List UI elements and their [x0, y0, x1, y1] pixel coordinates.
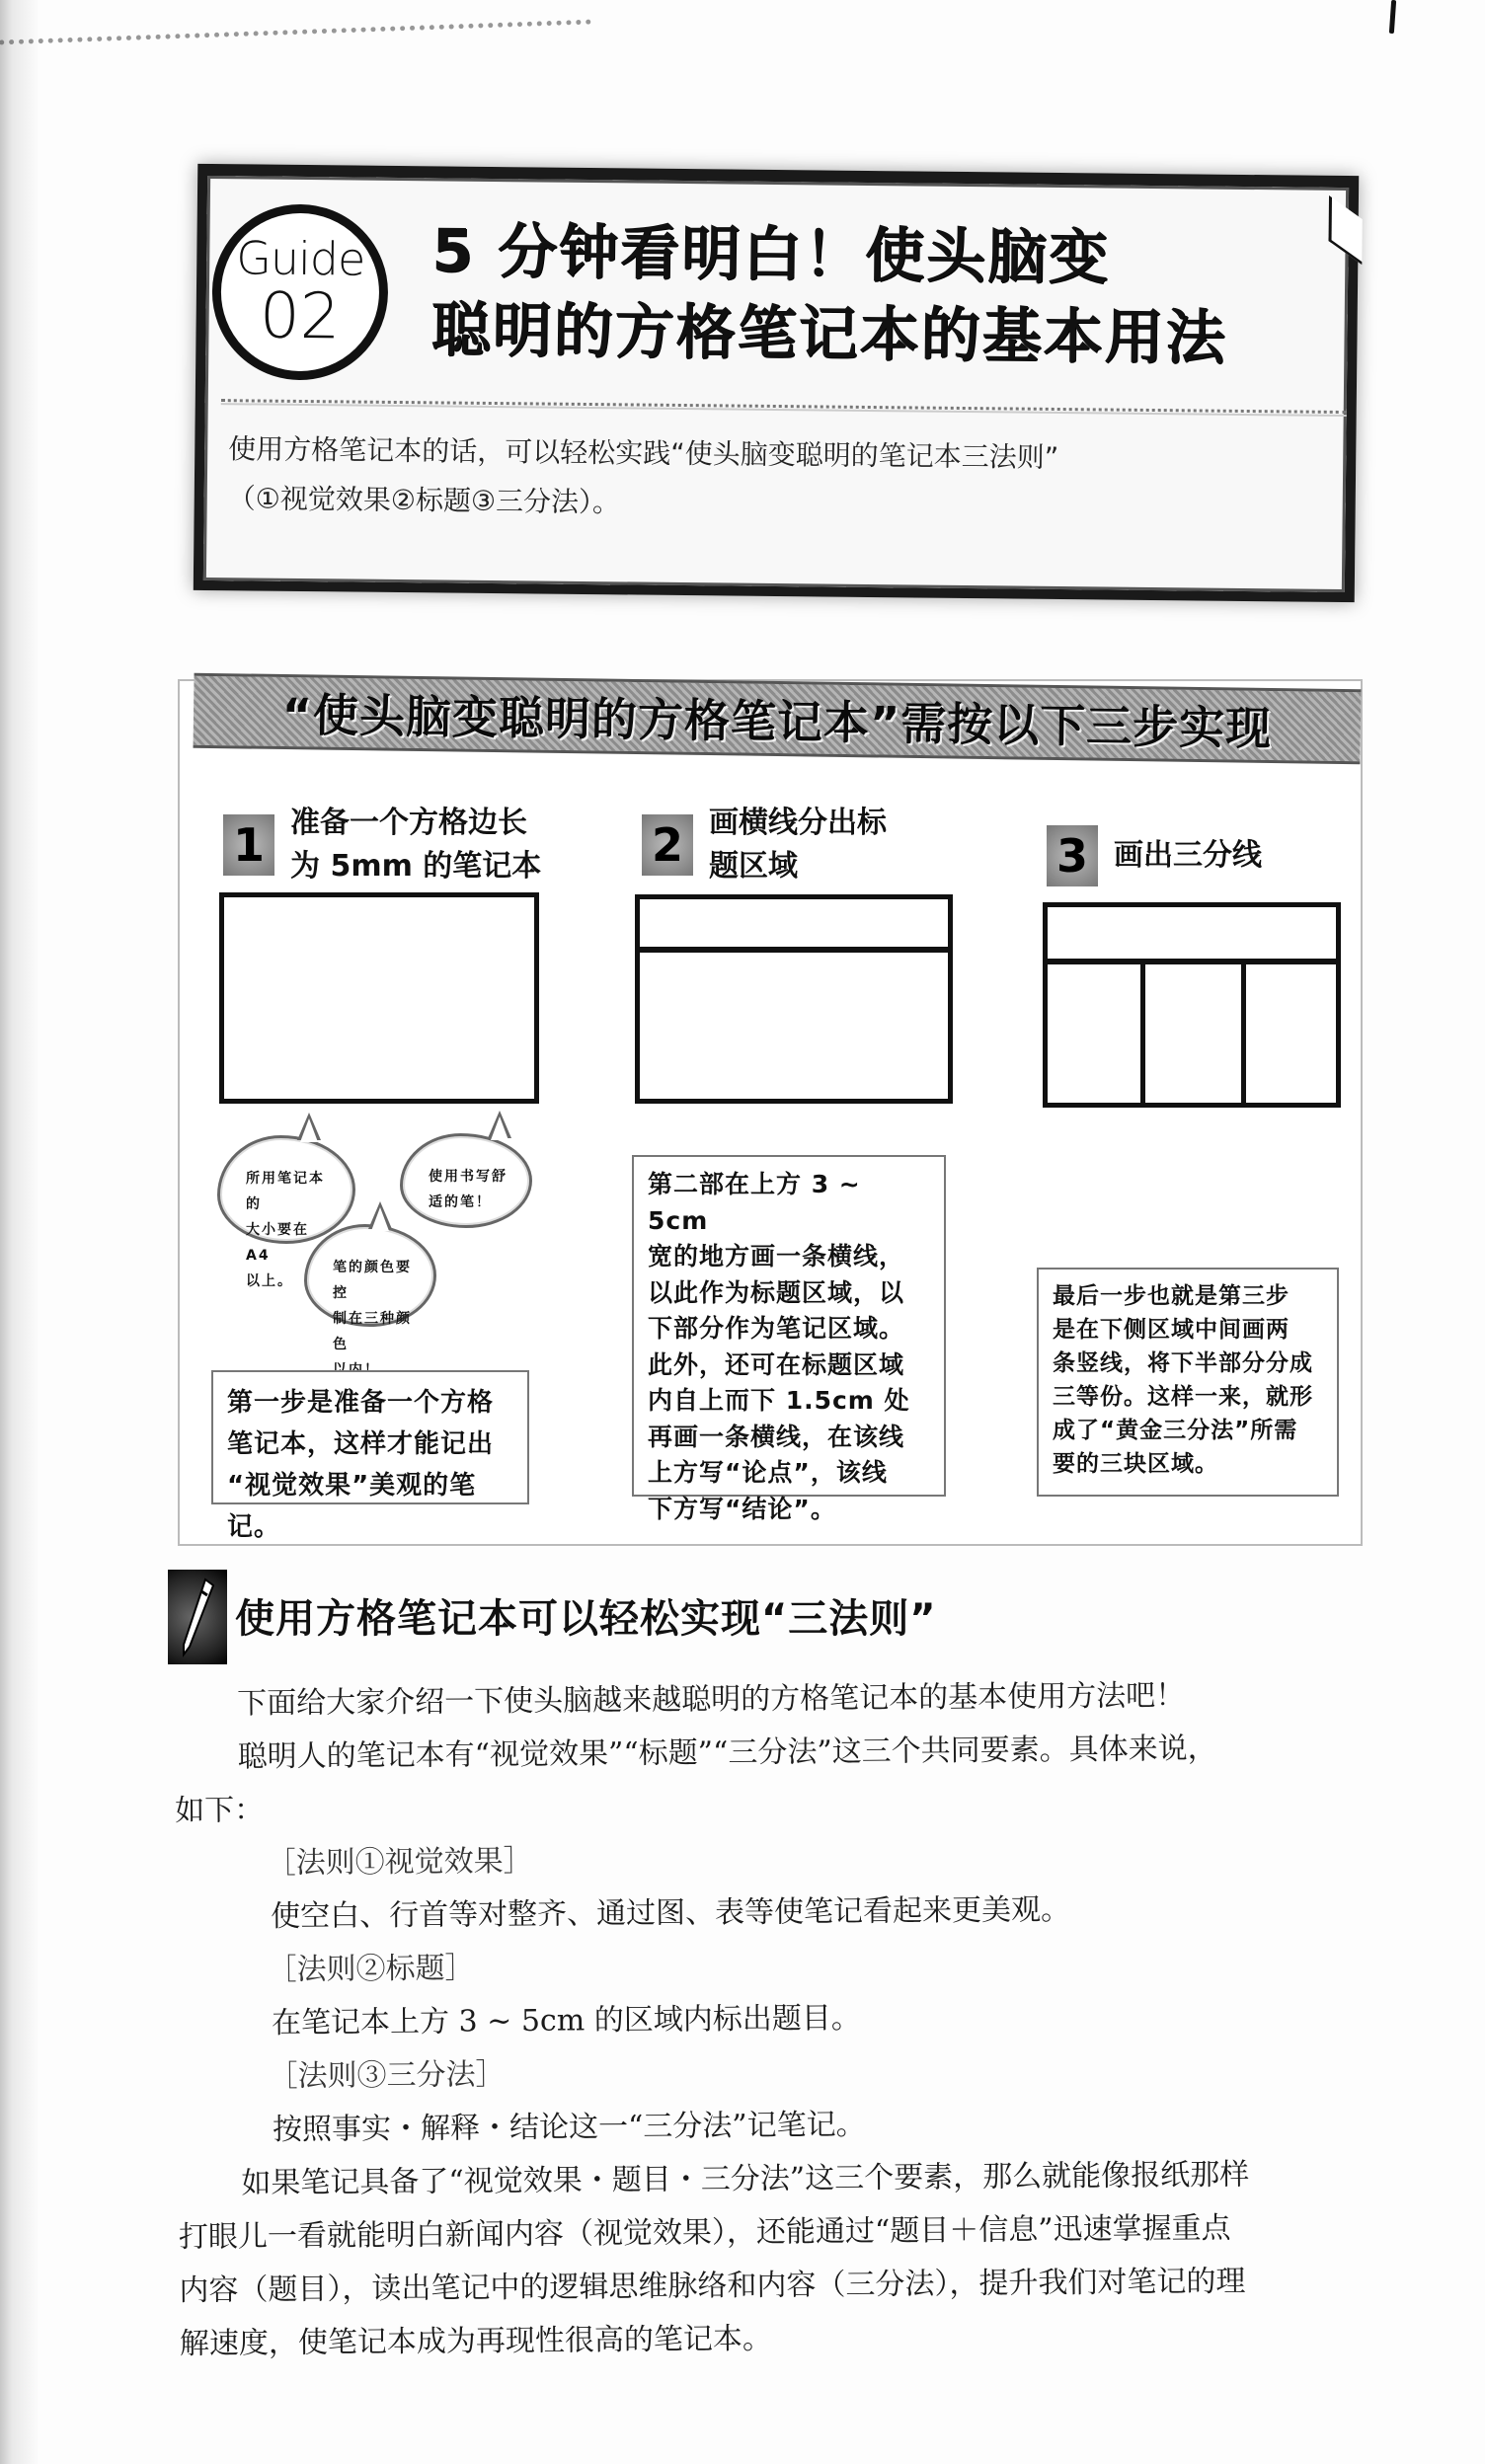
tip-bubble-notebook-size [217, 1135, 355, 1289]
paragraph-elements: 聪明人的笔记本有“视觉效果”“标题”“三分法”这三个共同要素。具体来说， [237, 1731, 1217, 1775]
note-line: 内自上而下 1.5cm 处 [648, 1386, 910, 1415]
note-line: 要的三块区域。 [1053, 1451, 1218, 1477]
step-3-notebook-diagram [1043, 902, 1341, 1108]
title-area-line [1048, 959, 1336, 964]
step-2-number: 2 [642, 814, 693, 876]
note-line: 此外，还可在标题区域 [648, 1349, 905, 1379]
step-3-header [1047, 825, 1262, 886]
steps-banner-text: “使头脑变聪明的方格笔记本”需按以下三步实现 [281, 688, 1273, 755]
paragraph-intro: 下面给大家介绍一下使头脑越来越聪明的方格笔记本的基本使用方法吧！ [237, 1678, 1186, 1722]
step-3-title [1114, 834, 1262, 878]
step-1-title-line2: 为 5mm 的笔记本 [290, 849, 542, 884]
guide-badge-word: Guide [235, 231, 365, 286]
guide-intro [227, 424, 1344, 535]
rule-3-label: ［法则③三分法］ [268, 2057, 506, 2095]
paragraph-summary-1: 如果笔记具备了“视觉效果・题目・三分法”这三个要素，那么就能像报纸那样 [241, 2157, 1250, 2201]
scan-mark [1389, 0, 1396, 34]
tip-bubble-pen-colors [304, 1224, 436, 1352]
step-1-note [211, 1370, 529, 1542]
guide-intro-line2: （①视觉效果②标题③三分法）。 [227, 482, 621, 519]
tip-line: 使用书写舒 [429, 1169, 508, 1185]
note-line: 下部分作为笔记区域。 [648, 1314, 905, 1343]
third-divider-right [1241, 962, 1246, 1103]
paragraph-summary-2: 打眼儿一看就能明白新闻内容（视觉效果），还能通过“题目＋信息”迅速掌握重点 [178, 2210, 1231, 2255]
guide-header-card [194, 164, 1359, 602]
title-area-line [640, 947, 948, 953]
third-divider-left [1140, 962, 1145, 1103]
tip-line: 大小要在 A4 [246, 1222, 309, 1264]
tip-line: 以上。 [246, 1273, 293, 1289]
guide-title [430, 211, 1361, 379]
step-3-number: 3 [1047, 825, 1098, 886]
note-line: “视觉效果”美观的笔记。 [227, 1471, 477, 1542]
step-1-title-line1: 准备一个方格边长 [290, 806, 527, 840]
paragraph-summary-3: 内容（题目），读出笔记中的逻辑思维脉络和内容（三分法），提升我们对笔记的理 [179, 2264, 1246, 2308]
note-line: 三等份。这样一来，就形 [1053, 1384, 1313, 1410]
note-line: 宽的地方画一条横线， [648, 1242, 905, 1270]
step-3-title-line1: 画出三分线 [1114, 838, 1262, 873]
note-line: 最后一步也就是第三步 [1053, 1283, 1290, 1309]
guide-title-line2: 聪明的方格笔记本的基本用法 [430, 295, 1227, 373]
page-edge-shadow [0, 0, 39, 2464]
tip-line: 所用笔记本的 [246, 1171, 325, 1212]
note-line: 以此作为标题区域，以 [648, 1277, 905, 1307]
paragraph-elements-cont: 如下： [175, 1793, 265, 1828]
guide-title-line1: 5 分钟看明白！使头脑变 [431, 216, 1111, 293]
note-line: 下方写“结论”。 [648, 1494, 836, 1523]
step-2-note [632, 1155, 946, 1523]
rules-section-title: 使用方格笔记本可以轻松实现“三法则” [235, 1596, 937, 1642]
note-line: 上方写“论点”，该线 [648, 1458, 888, 1487]
rule-2-text: 在笔记本上方 3 ~ 5cm 的区域内标出题目。 [271, 2000, 861, 2041]
paragraph-summary-4: 解速度，使笔记本成为再现性很高的笔记本。 [179, 2321, 773, 2361]
step-2-title-line1: 画横线分出标 [709, 806, 887, 840]
step-1-number: 1 [223, 814, 274, 876]
guide-badge-number: 02 [259, 279, 341, 354]
guide-badge [211, 203, 389, 381]
step-2-notebook-diagram [635, 894, 953, 1104]
rule-1-text: 使空白、行首等对整齐、通过图、表等使笔记看起来更美观。 [270, 1892, 1071, 1935]
step-1-title [290, 802, 541, 888]
guide-intro-line1: 使用方格笔记本的话，可以轻松实践“使头脑变聪明的笔记本三法则” [228, 432, 1059, 475]
note-line: 是在下侧区域中间画两 [1053, 1317, 1290, 1343]
rule-1-label: ［法则①视觉效果］ [266, 1843, 533, 1882]
tip-line: 适的笔！ [429, 1194, 492, 1210]
step-1-notebook-diagram [219, 892, 539, 1104]
note-line: 成了“黄金三分法”所需 [1053, 1418, 1298, 1443]
tip-bubble-comfortable-pen [400, 1133, 532, 1228]
step-2-title-line2: 题区域 [709, 849, 798, 884]
step-1-header [223, 802, 541, 888]
step-2-header [642, 802, 887, 888]
page-curl-edge [0, 20, 593, 100]
note-line: 笔记本，这样才能记出 [227, 1429, 495, 1459]
note-line: 第一步是准备一个方格 [227, 1388, 495, 1418]
guide-divider [221, 399, 1347, 417]
rule-2-label: ［法则②标题］ [267, 1951, 475, 1988]
pen-glyph [176, 1576, 219, 1658]
step-3-note [1037, 1268, 1339, 1497]
rules-body-text [174, 1667, 1374, 2371]
tip-line: 笔的颜色要控 [333, 1260, 412, 1301]
note-line: 再画一条横线，在该线 [648, 1422, 905, 1451]
step-2-title [709, 802, 887, 888]
rule-3-text: 按照事实・解释・结论这一“三分法”记笔记。 [272, 2107, 866, 2148]
tip-line: 制在三种颜色 [333, 1311, 412, 1352]
pen-icon [168, 1570, 227, 1664]
note-line: 第二部在上方 3 ~ 5cm [648, 1170, 861, 1235]
note-line: 条竖线，将下半部分分成 [1053, 1350, 1313, 1376]
